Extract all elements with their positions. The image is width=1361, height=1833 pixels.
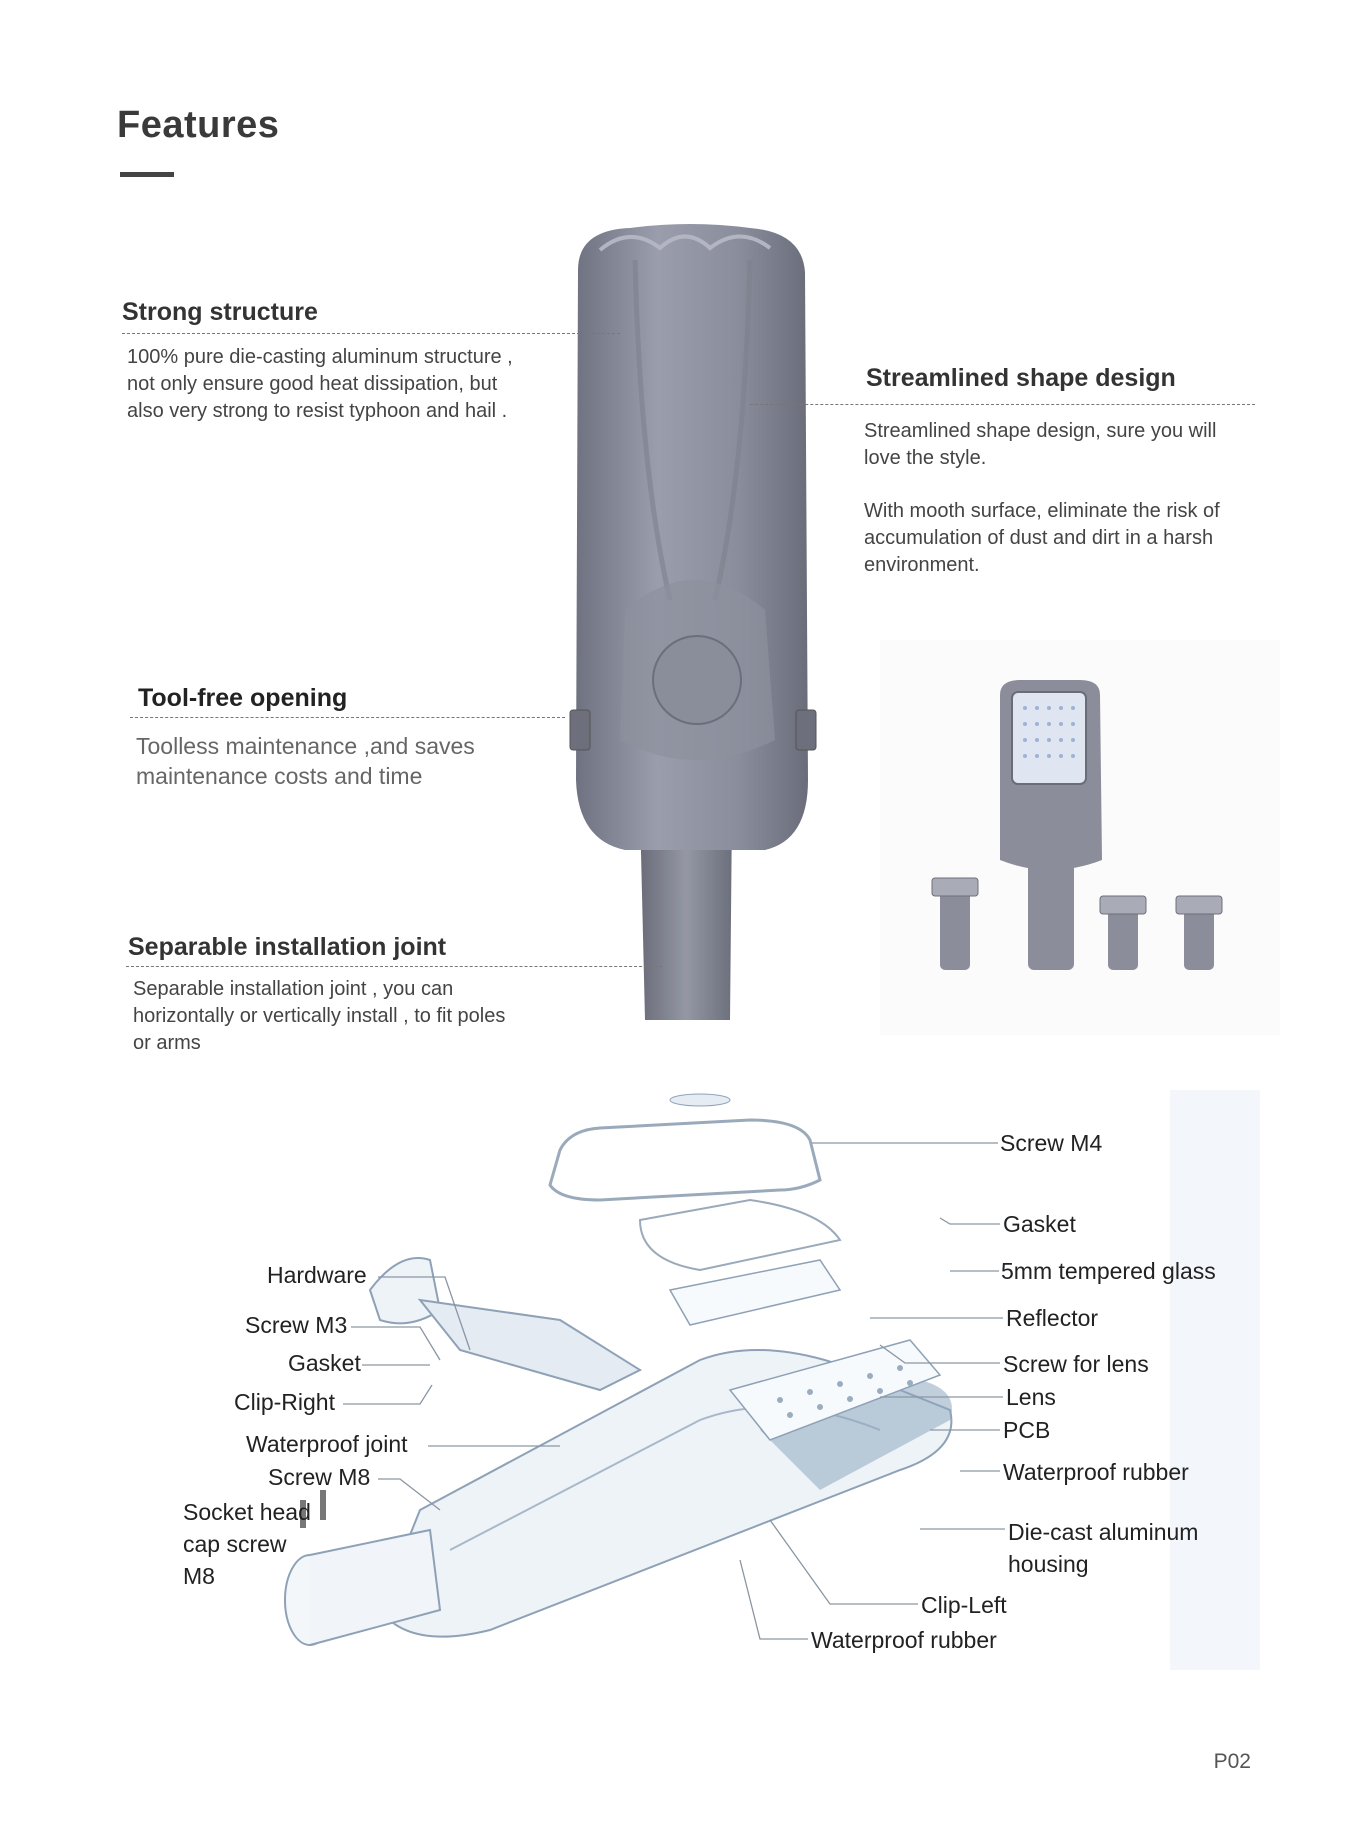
strong-structure-title: Strong structure xyxy=(122,298,318,326)
label-die-cast-housing: Die-cast aluminum housing xyxy=(1008,1519,1199,1577)
label-screw-for-lens: Screw for lens xyxy=(1003,1351,1149,1377)
label-lens: Lens xyxy=(1006,1384,1056,1410)
label-pcb: PCB xyxy=(1003,1417,1051,1443)
label-waterproof-joint: Waterproof joint xyxy=(246,1431,408,1457)
page-title: Features xyxy=(117,104,280,146)
separable-title: Separable installation joint xyxy=(128,933,447,961)
label-socket-head-cap-screw: Socket head cap screw M8 xyxy=(183,1499,311,1589)
label-gasket-right: Gasket xyxy=(1003,1211,1076,1237)
streamlined-text: Streamlined shape design, sure you will love the style. With mooth surface, eliminate the risk of accumulation of dust and dirt in a harsh environment. xyxy=(864,420,1220,576)
page-number: P02 xyxy=(1213,1750,1251,1773)
label-screw-m4: Screw M4 xyxy=(1000,1130,1103,1156)
label-hardware: Hardware xyxy=(267,1262,367,1288)
tool-free-text: Toolless maintenance ,and saves maintenance costs and time xyxy=(136,733,475,789)
label-screw-m3: Screw M3 xyxy=(245,1312,348,1338)
label-reflector: Reflector xyxy=(1006,1305,1099,1331)
tool-free-title: Tool-free opening xyxy=(138,684,348,712)
label-waterproof-rubber-bottom: Waterproof rubber xyxy=(811,1627,997,1653)
separable-text: Separable installation joint , you can horizontally or vertically install , to fit poles or arms xyxy=(133,978,506,1054)
label-clip-left: Clip-Left xyxy=(921,1592,1007,1618)
streamlined-title: Streamlined shape design xyxy=(866,364,1176,392)
label-screw-m8: Screw M8 xyxy=(268,1464,371,1490)
label-clip-right: Clip-Right xyxy=(234,1389,335,1415)
label-gasket-left: Gasket xyxy=(288,1350,361,1376)
label-waterproof-rubber-right: Waterproof rubber xyxy=(1003,1459,1189,1485)
label-tempered-glass: 5mm tempered glass xyxy=(1001,1258,1216,1284)
strong-structure-text: 100% pure die-casting aluminum structure , not only ensure good heat dissipation, but also very strong to resist typhoon and hail . xyxy=(127,346,513,422)
